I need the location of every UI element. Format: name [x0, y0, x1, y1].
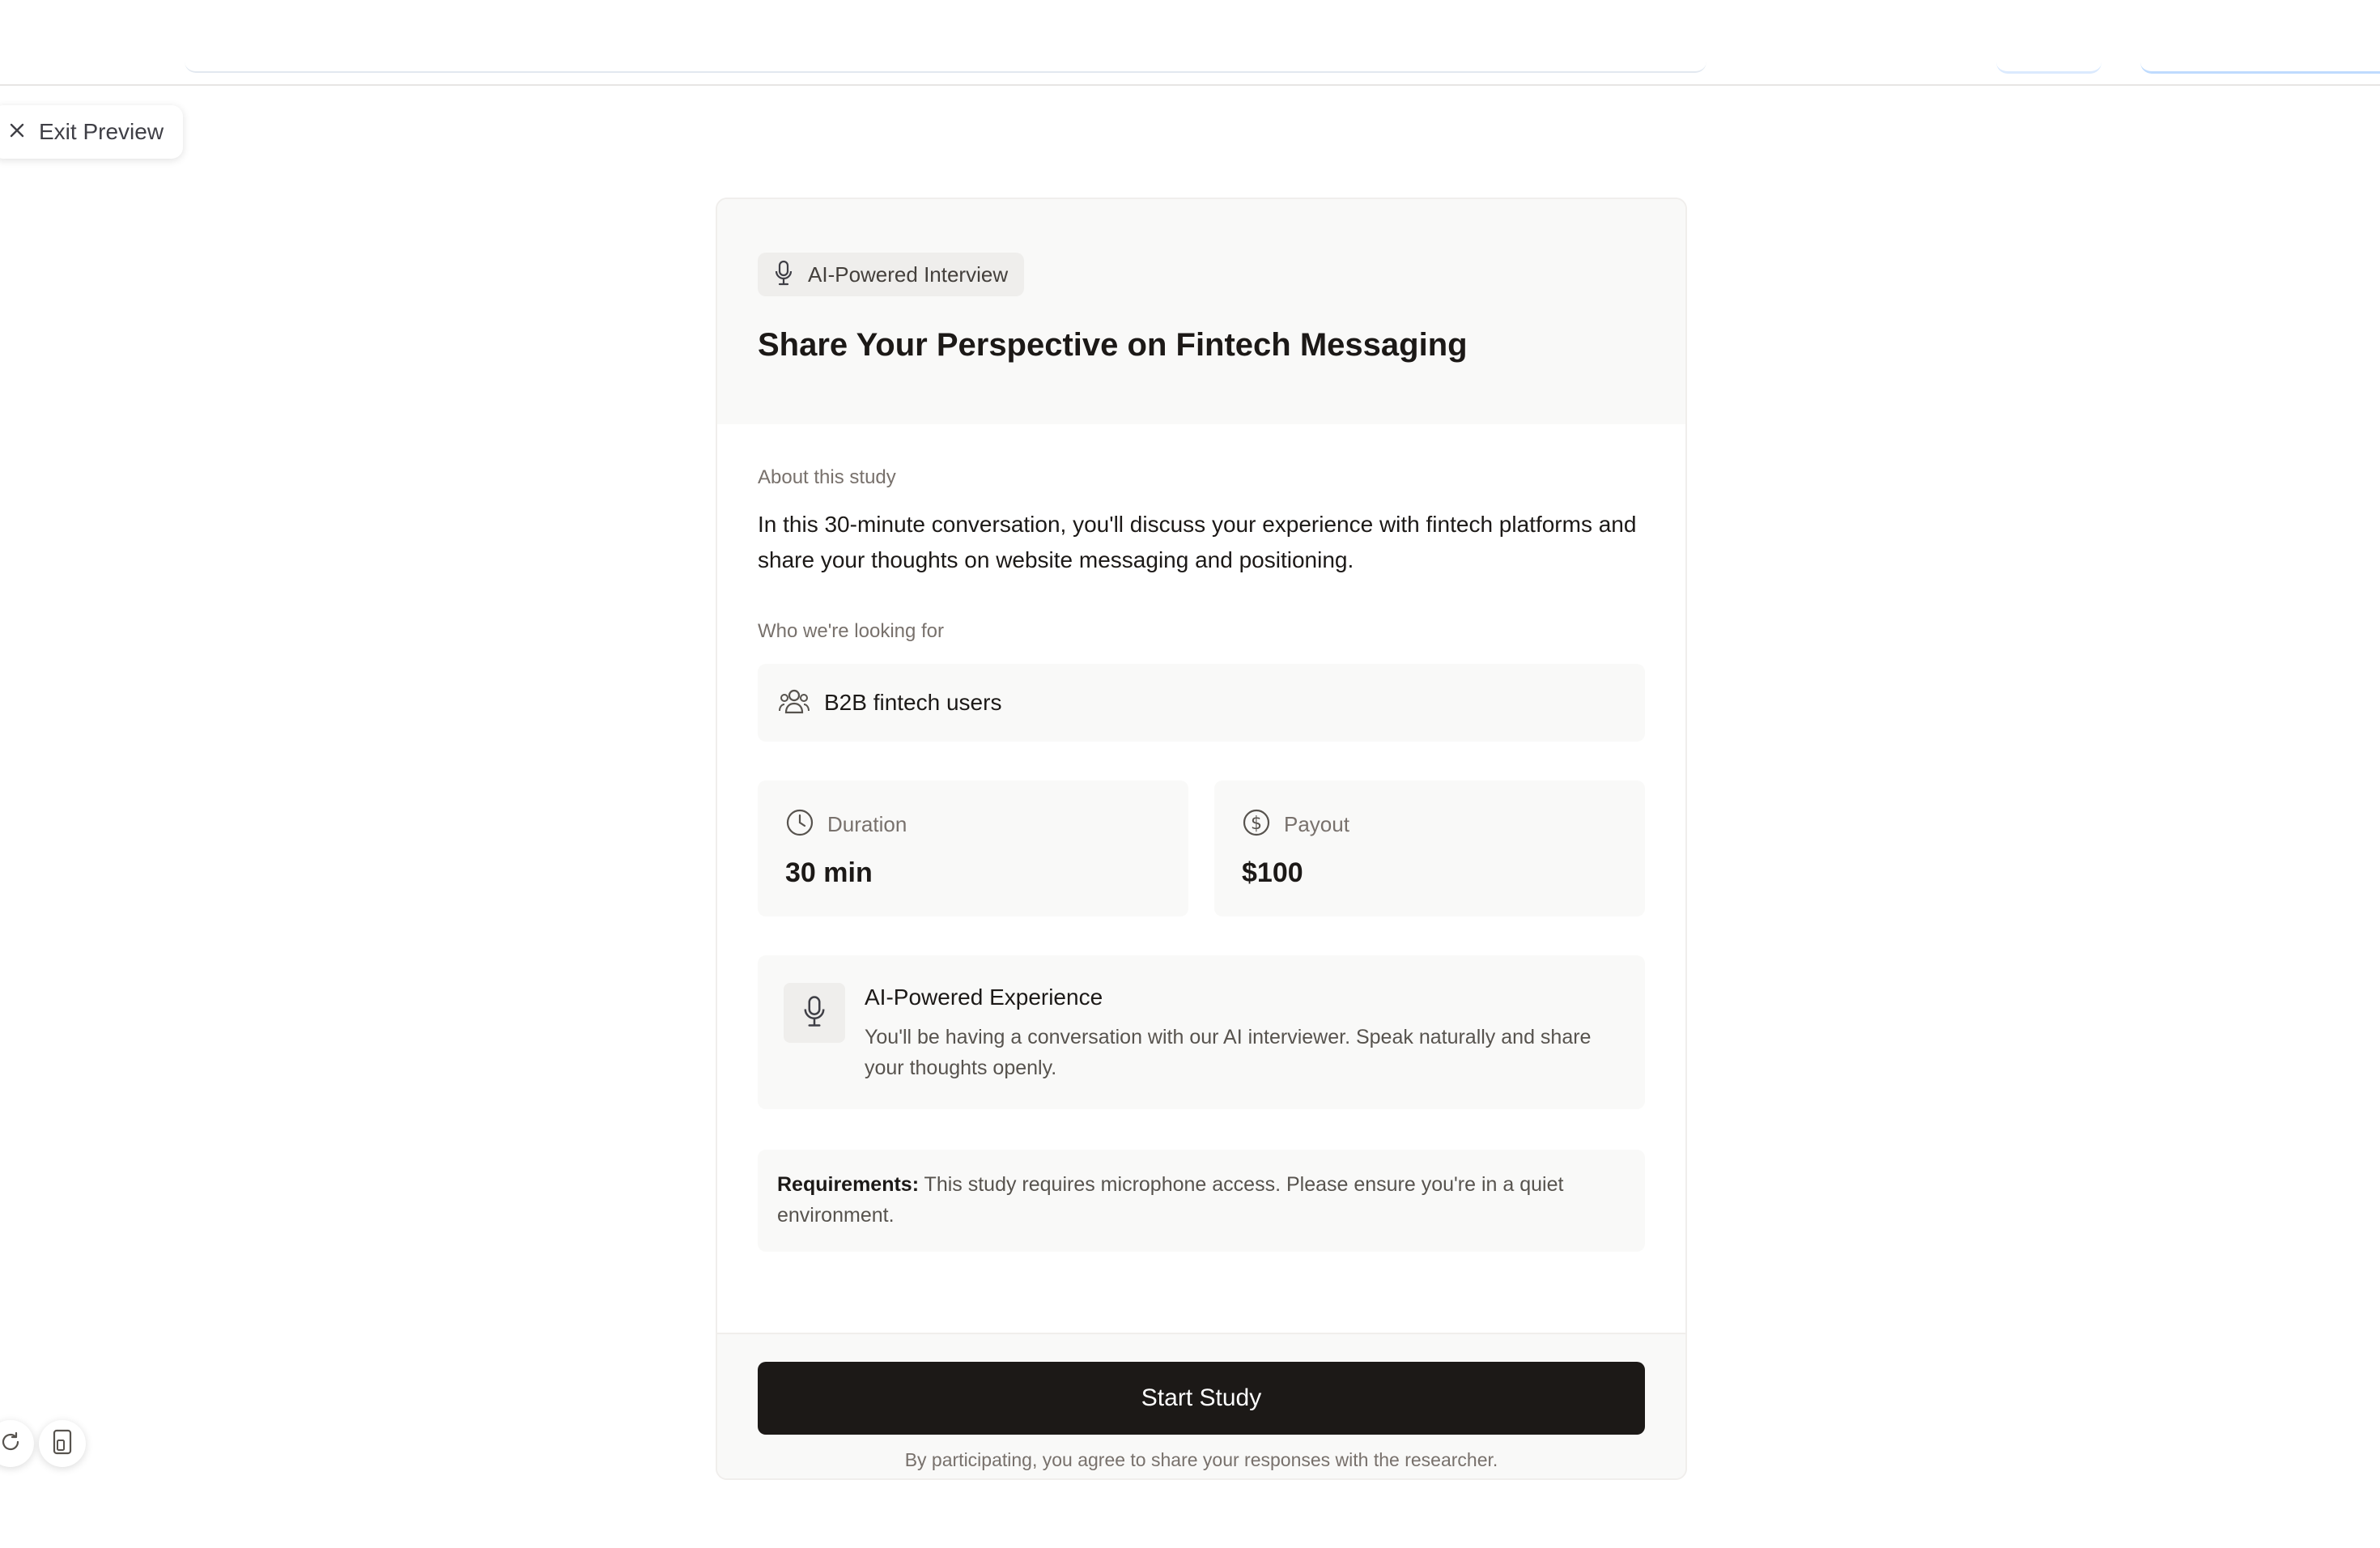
header-search-bar[interactable]: [185, 49, 1706, 73]
microphone-icon: [774, 260, 793, 290]
requirements-text: This study requires microphone access. Please ensure you're in a quiet environment.: [777, 1173, 1564, 1227]
app-header: [0, 0, 2380, 86]
close-icon: [8, 121, 26, 143]
refresh-button[interactable]: [0, 1420, 34, 1467]
duration-value: 30 min: [785, 857, 873, 888]
microphone-icon: [802, 994, 827, 1032]
clock-icon: [785, 808, 814, 841]
start-study-button[interactable]: Start Study: [758, 1362, 1645, 1435]
ai-experience-title: AI-Powered Experience: [865, 985, 1103, 1010]
about-section-label: About this study: [758, 466, 896, 488]
ai-experience-text: You'll be having a conversation with our AI interviewer. Speak naturally and share your thoughts openly.: [865, 1026, 1592, 1079]
requirements-label: Requirements:: [777, 1173, 920, 1196]
exit-preview-label: Exit Preview: [39, 119, 164, 144]
target-section-label: Who we're looking for: [758, 620, 945, 642]
svg-text:$: $: [1251, 814, 1262, 834]
payout-value: $100: [1242, 857, 1303, 888]
duration-label: Duration: [827, 812, 907, 836]
exit-preview-button[interactable]: [0, 105, 183, 159]
refresh-icon: [0, 1430, 23, 1458]
study-description: In this 30-minute conversation, you'll discuss your experience with fintech platforms and share your thoughts on website messaging and positioning.: [758, 512, 1637, 572]
study-card-footer: [717, 1333, 1685, 1480]
device-toggle-icon: [50, 1429, 74, 1459]
study-title: Share Your Perspective on Fintech Messaging: [758, 327, 1468, 363]
ai-experience-box: [758, 955, 1645, 1109]
study-card: [716, 198, 1687, 1480]
header-button-primary[interactable]: [2140, 49, 2380, 74]
header-button-secondary[interactable]: [1996, 49, 2102, 74]
target-audience-box: [758, 664, 1645, 742]
users-icon: [779, 687, 810, 719]
requirements-box: [758, 1150, 1645, 1252]
consent-text: By participating, you agree to share your responses with the researcher.: [904, 1449, 1498, 1470]
target-audience-text: B2B fintech users: [824, 690, 1002, 715]
payout-label: Payout: [1284, 812, 1349, 836]
badge-label: AI-Powered Interview: [808, 262, 1009, 287]
device-toggle-button[interactable]: [39, 1420, 86, 1467]
interview-type-badge: [758, 253, 1024, 296]
study-card-header: [717, 199, 1685, 424]
dollar-circle-icon: [1242, 808, 1271, 841]
payout-card: [1214, 780, 1645, 916]
ai-experience-icon-container: [784, 983, 845, 1043]
duration-card: [758, 780, 1188, 916]
